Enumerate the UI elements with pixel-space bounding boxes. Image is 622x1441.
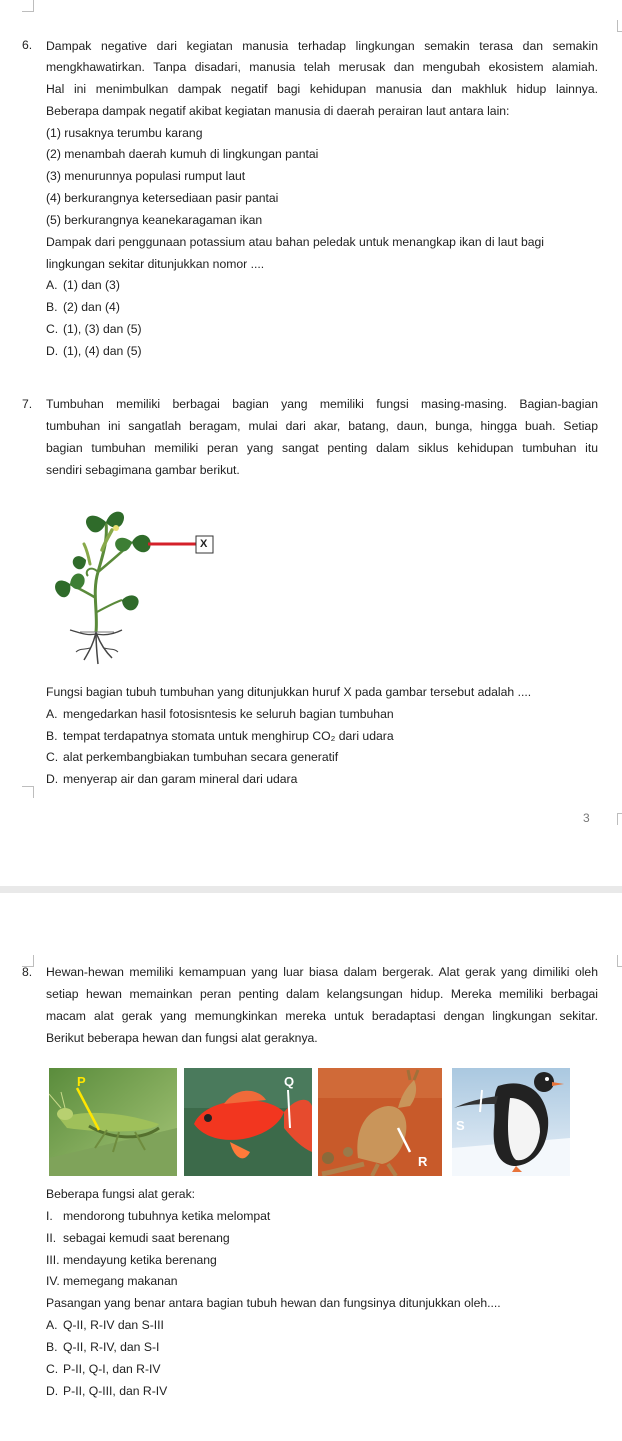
paragraph-line: Hewan-hewan memiliki kemampuan yang luar biasa dalam bergerak. Alat gerak yang dimiliki oleh (46, 965, 598, 979)
photo-label-p: P (77, 1074, 86, 1089)
list-item: (3) menurunnya populasi rumput laut (46, 169, 246, 183)
question-number: 6. (22, 38, 33, 52)
answer-option-d[interactable]: D. menyerap air dan garam mineral dari udara (46, 772, 298, 786)
answer-option-c[interactable]: C. P-II, Q-I, dan R-IV (46, 1362, 161, 1376)
answer-option-d[interactable]: D. (1), (4) dan (5) (46, 344, 142, 358)
question-number: 8. (22, 965, 33, 979)
grasshopper-photo (49, 1068, 177, 1176)
figure-label-x: X (200, 538, 208, 550)
paragraph-line: Berikut beberapa hewan dan fungsi alat geraknya. (46, 1031, 318, 1045)
list-item: (1) rusaknya terumbu karang (46, 126, 203, 140)
answer-option-a[interactable]: A. Q-II, R-IV dan S-III (46, 1318, 164, 1332)
page-number: 3 (583, 811, 590, 825)
answer-option-b[interactable]: B. (2) dan (4) (46, 300, 120, 314)
answer-option-c[interactable]: C. (1), (3) dan (5) (46, 322, 142, 336)
question-number: 7. (22, 397, 33, 411)
list-item: (5) berkurangnya keanekaragaman ikan (46, 213, 263, 227)
list-item: III. mendayung ketika berenang (46, 1253, 217, 1267)
crop-mark (617, 955, 622, 967)
list-intro: Beberapa fungsi alat gerak: (46, 1187, 196, 1201)
answer-option-d[interactable]: D. P-II, Q-III, dan R-IV (46, 1384, 168, 1398)
answer-option-c[interactable]: C. alat perkembangbiakan tumbuhan secara generatif (46, 750, 339, 764)
answer-option-b[interactable]: B. tempat terdapatnya stomata untuk menghirup CO₂ dari udara (46, 729, 394, 743)
photo-label-s: S (456, 1118, 465, 1133)
answer-option-a[interactable]: A. (1) dan (3) (46, 278, 120, 292)
paragraph-line: tumbuhan ini sangatlah beragam, mulai dari akar, batang, daun, bunga, hingga buah. Setiap (46, 419, 598, 433)
paragraph-line: bagian tumbuhan memiliki peran yang sangat penting dalam siklus kehidupan tumbuhan itu (46, 441, 598, 455)
answer-option-b[interactable]: B. Q-II, R-IV, dan S-I (46, 1340, 160, 1354)
crop-mark (617, 20, 622, 32)
crop-mark (22, 786, 34, 798)
page-separator (0, 886, 622, 893)
list-item: (4) berkurangnya ketersediaan pasir pantai (46, 191, 279, 205)
photo-label-q: Q (284, 1074, 295, 1089)
question-text: lingkungan sekitar ditunjukkan nomor .... (46, 257, 265, 271)
penguin-photo (452, 1068, 570, 1176)
paragraph-line: macam alat gerak yang memungkinkan mereka untuk beradaptasi dengan lingkungan sekitar. (46, 1009, 598, 1023)
crop-mark (22, 0, 34, 12)
paragraph-line: mengkhawatirkan. Tanpa disadari, manusia telah merusak dan mengubah ekosistem alamiah. (46, 60, 598, 74)
question-text: Dampak dari penggunaan potassium atau bahan peledak untuk menangkap ikan di laut bagi (46, 235, 545, 249)
kangaroo-photo (318, 1068, 442, 1176)
photo-label-r: R (418, 1154, 428, 1169)
paragraph-line: sendiri sebagimana gambar berikut. (46, 463, 240, 477)
list-intro: Beberapa dampak negatif akibat kegiatan manusia di daerah perairan laut antara lain: (46, 104, 510, 118)
list-item: IV. memegang makanan (46, 1274, 178, 1288)
paragraph-line: Tumbuhan memiliki berbagai bagian yang memiliki fungsi masing-masing. Bagian-bagian (46, 397, 598, 411)
list-item: I. mendorong tubuhnya ketika melompat (46, 1209, 271, 1223)
paragraph-line: Hal ini menimbulkan dampak negatif bagi kehidupan manusia dan makhluk hidup lainnya. (46, 82, 598, 96)
question-text: Fungsi bagian tubuh tumbuhan yang ditunjukkan huruf X pada gambar tersebut adalah .... (46, 685, 532, 699)
plant-illustration (50, 502, 230, 667)
list-item: II. sebagai kemudi saat berenang (46, 1231, 230, 1245)
list-item: (2) menambah daerah kumuh di lingkungan pantai (46, 147, 319, 161)
answer-option-a[interactable]: A. mengedarkan hasil fotosisntesis ke seluruh bagian tumbuhan (46, 707, 394, 721)
question-text: Pasangan yang benar antara bagian tubuh hewan dan fungsinya ditunjukkan oleh.... (46, 1296, 501, 1310)
fish-photo (184, 1068, 312, 1176)
plant-figure (50, 502, 230, 667)
paragraph-line: setiap hewan memainkan peran penting dalam kelangsungan hidup. Mereka memiliki berbagai (46, 987, 598, 1001)
crop-mark (617, 813, 622, 825)
paragraph-line: Dampak negative dari kegiatan manusia terhadap lingkungan semakin terasa dan semakin (46, 39, 598, 53)
